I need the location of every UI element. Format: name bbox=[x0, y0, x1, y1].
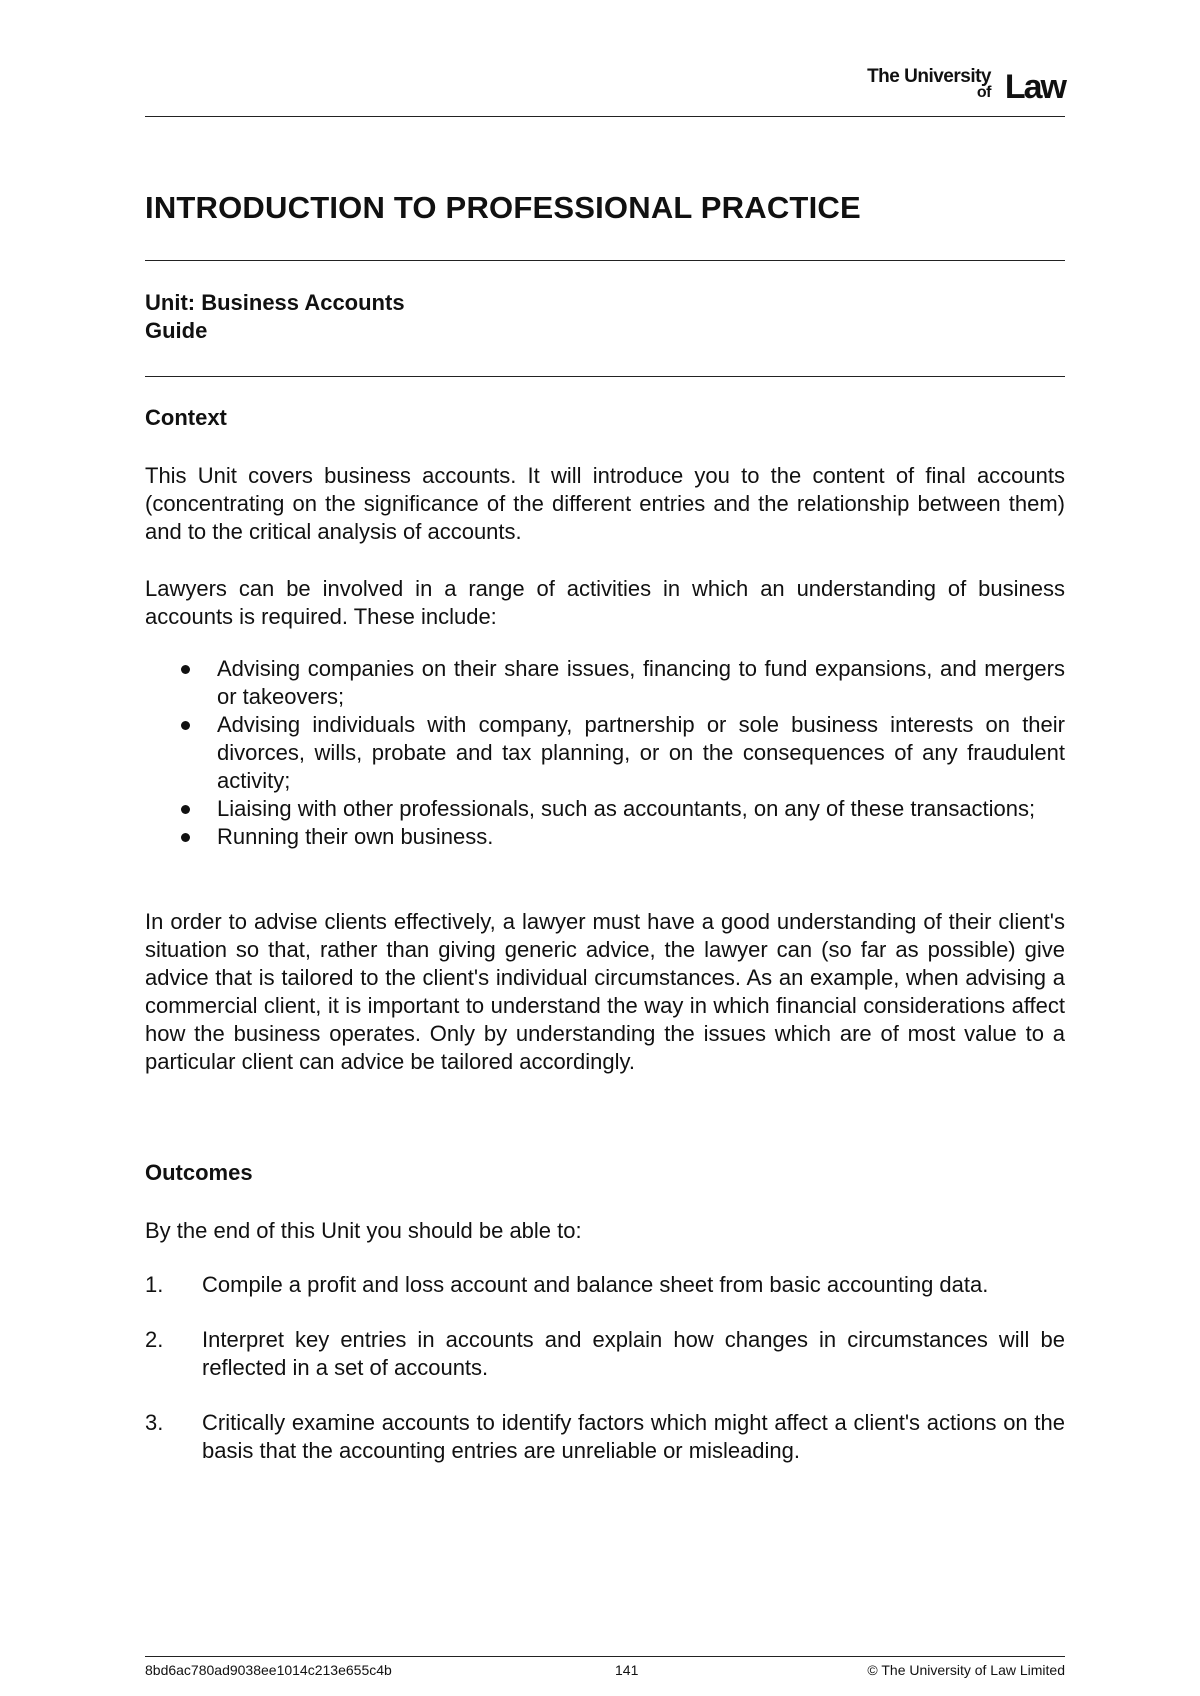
title-divider bbox=[145, 260, 1065, 261]
context-paragraph-3: In order to advise clients effectively, a lawyer must have a good understanding of their client's situation so that, rather than giving generic advice, the lawyer can (so far as possible) give advice that is tailored to the client's individual circumstances. As an example, when advising a commercial client, it is important to understand the way in which financial considerations affect how the business operates. Only by understanding the issues which are of most value to a particular client can advice be tailored accordingly. bbox=[145, 909, 1065, 1074]
university-logo bbox=[845, 64, 1065, 110]
page-title: INTRODUCTION TO PROFESSIONAL PRACTICE bbox=[145, 190, 861, 225]
unit-divider bbox=[145, 376, 1065, 377]
list-item-text: Liaising with other professionals, such as accountants, on any of these transactions; bbox=[217, 796, 1036, 821]
logo-text-line2: of bbox=[976, 84, 991, 101]
outcome-text: Interpret key entries in accounts and explain how changes in circumstances will be reflected in a set of accounts. bbox=[202, 1327, 1065, 1380]
header-divider bbox=[145, 116, 1065, 117]
list-item-text: Advising individuals with company, partnership or sole business interests on their divorces, wills, probate and tax planning, or on the consequences of any fraudulent activity; bbox=[217, 712, 1065, 793]
outcome-number: 2. bbox=[145, 1327, 164, 1352]
outcome-number: 3. bbox=[145, 1410, 164, 1435]
unit-subtitle: Guide bbox=[145, 318, 208, 343]
logo-text-line3: Law bbox=[1004, 68, 1065, 106]
outcome-item bbox=[145, 1326, 1065, 1382]
outcomes-list bbox=[145, 1271, 1065, 1492]
list-item-text: Running their own business. bbox=[217, 824, 494, 849]
outcomes-intro: By the end of this Unit you should be able to: bbox=[145, 1218, 582, 1243]
outcome-item bbox=[145, 1271, 1065, 1299]
list-item bbox=[145, 795, 1065, 823]
context-paragraph-2: Lawyers can be involved in a range of activities in which an understanding of business accounts is required. These include: bbox=[145, 576, 1065, 629]
context-heading: Context bbox=[145, 405, 227, 430]
outcome-number: 1. bbox=[145, 1272, 164, 1297]
list-item bbox=[145, 655, 1065, 711]
list-item bbox=[145, 823, 1065, 851]
bullet-icon bbox=[181, 721, 190, 730]
footer-page-number: 141 bbox=[615, 1662, 639, 1678]
outcome-item bbox=[145, 1409, 1065, 1465]
unit-heading bbox=[145, 289, 405, 345]
list-item-text: Advising companies on their share issues, financing to fund expansions, and mergers or takeovers; bbox=[217, 656, 1065, 709]
bullet-icon bbox=[181, 805, 190, 814]
document-page bbox=[145, 0, 1065, 1696]
activities-list bbox=[145, 655, 1065, 851]
footer-copyright: © The University of Law Limited bbox=[867, 1662, 1065, 1678]
logo-text-line1: The University bbox=[867, 66, 991, 87]
list-item bbox=[145, 711, 1065, 795]
bullet-icon bbox=[181, 833, 190, 842]
context-paragraph-1: This Unit covers business accounts. It will introduce you to the content of final accounts (concentrating on the significance of the different entries and the relationship between them) and to the critical analysis of accounts. bbox=[145, 463, 1065, 544]
unit-name: Unit: Business Accounts bbox=[145, 290, 405, 315]
outcome-text: Critically examine accounts to identify factors which might affect a client's actions on the basis that the accounting entries are unreliable or misleading. bbox=[202, 1410, 1065, 1463]
bullet-icon bbox=[181, 665, 190, 674]
footer-divider bbox=[145, 1656, 1065, 1657]
outcome-text: Compile a profit and loss account and balance sheet from basic accounting data. bbox=[202, 1272, 989, 1297]
footer-doc-id: 8bd6ac780ad9038ee1014c213e655c4b bbox=[145, 1662, 392, 1678]
outcomes-heading: Outcomes bbox=[145, 1160, 253, 1185]
